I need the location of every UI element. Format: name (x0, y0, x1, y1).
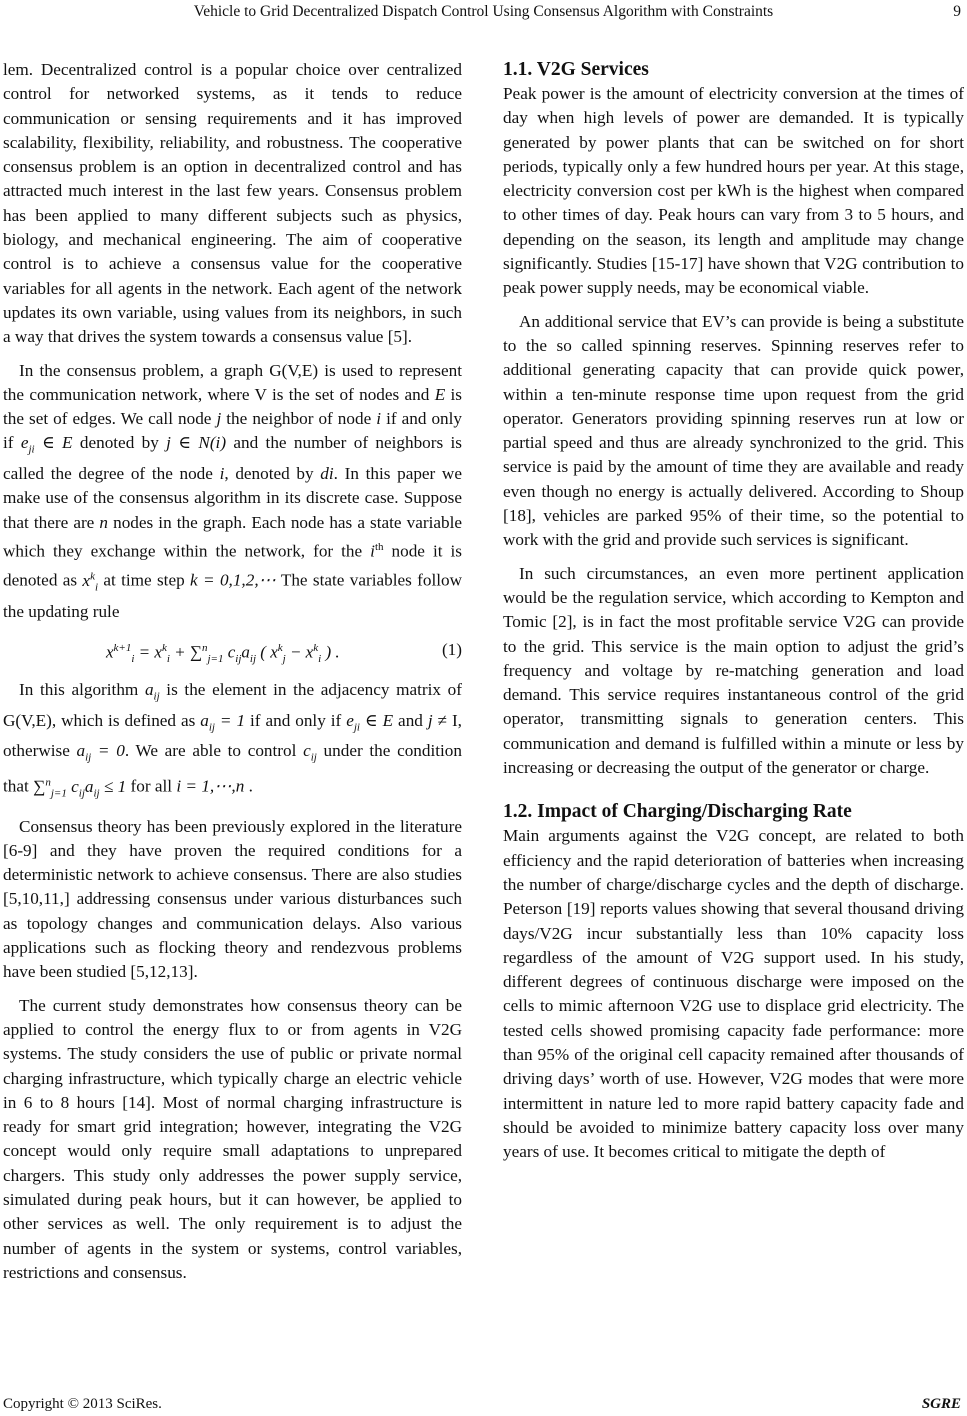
page-number: 9 (953, 3, 961, 20)
running-title: Vehicle to Grid Decentralized Dispatch Control Using Consensus Algorithm with Constraints (193, 3, 774, 20)
paragraph: In the consensus problem, a graph G(V,E) is used to represent the communication network, where V is the set of nodes and E is the set of edges. We call node j the neighbor of node i if and only if $e_{ji}$ ∈ E denoted by j ∈ N(i) and the number of neighbors is called the degree of the node i, denoted by di. In this paper we make use of the consensus algorithm in its discrete case. Suppose that there are n nodes in the graph. Each node has a state variable which they exchange within the network, for the $i^{th}$ node it is denoted as $x^k_i$ at time step k = 0,1,2,⋯ The state variables follow the updating rule (3, 360, 463, 621)
math-inline: $x^k_i$ (82, 570, 99, 594)
left-column (3, 58, 462, 1285)
equation-body: $x^{k+1}_i = x^k_i + \sum^n_{j=1}$ $c_{ij}a_{ij}$ ( $x^k_j - x^k_i$ ) . (106, 641, 340, 665)
paragraph: The current study demonstrates how consensus theory can be applied to control the energy flux to or from agents in V2G systems. The study considers the use of public or private normal charging infrastructure, which typically charge an electric vehicle in 6 to 8 hours [14]. Most of normal charging infrastructure is ready for smart grid integration; however, integrating the V2G concept would only require small adaptations to unprepared chargers. This study only addresses the power supply service, simulated during peak hours, but it can however, be applied to other services as well. The only requirement is to adjust the number of agents in the system or systems, control variables, restrictions and consensus. (3, 995, 462, 1282)
math-inline: i = 1,⋯,n (176, 776, 245, 796)
math-inline: j ∈ N(i) (166, 433, 227, 453)
math-inline: $e_{ji}$ ∈ E (20, 433, 73, 456)
math-inline: ∑$^n_{j=1}$ $c_{ij}a_{ij} \le 1$ (33, 776, 127, 800)
math-inline: $a_{ij} = 0$ (76, 741, 125, 764)
paragraph: An additional service that EV’s can provide is being a substitute to the so called spinning reserves. Spinning reserves refer to additional generating capacity that can provide quick power, within a ten-minute response time upon request from the grid operator. Generators providing spinning reserves run at low or partial speed and thus are already synchronized to the grid. This service is paid by the amount of time they are available and ready even though no energy is actually delivered. According to Shoup [18], vehicles are parked 95% of their time, so the potential to work with the grid and provide such services is significant. (503, 311, 964, 550)
equation-1 (3, 630, 462, 670)
page-footer (0, 1396, 967, 1414)
math-inline: $a_{ij} = 1$ (200, 710, 246, 734)
equation-number: (1) (441, 639, 462, 659)
copyright-notice: Copyright © 2013 SciRes. (3, 1396, 162, 1412)
running-header (0, 3, 967, 23)
section-title: 1.2. Impact of Charging/Discharging Rate (503, 801, 852, 823)
math-inline: k = 0,1,2,⋯ (190, 570, 276, 590)
paragraph: Consensus theory has been previously explored in the literature [6-9] and they have proven the required conditions for a deterministic network to achieve consensus. There are also studies [5,10,11,] addressing consensus under various disturbances such as topology changes and communication delays. Also various applications such as flocking theory and rendezvous problems have been studied [5,12,13]. (3, 816, 462, 982)
paragraph: In this algorithm $a_{ij}$ is the element in the adjacency matrix of G(V,E), which is defined as $a_{ij} = 1$ if and only if $e_{ji}$ ∈ E and j ≠ I, otherwise $a_{ij} = 0$. We are able to control $c_{ij}$ under the condition that ∑$^n_{j=1}$ $c_{ij}a_{ij} \le 1$ for all i = 1,⋯,n . (3, 679, 462, 800)
math-inline: $e_{ji}$ ∈ E (346, 710, 394, 734)
journal-abbreviation: SGRE (921, 1396, 961, 1412)
paragraph: Peak power is the amount of electricity conversion at the times of day when high levels of power are demanded. It is typically generated by power plants that can be switched on for short periods, typically only a few hundred hours per year. At this stage, electricity conversion cost per kWh is the highest when compared to other times of day. Peak hours can vary from 3 to 5 hours, and depending on the season, its length and amplitude may change significantly. Studies [15-17] have shown that V2G contribution to peak power supply needs, may be economical viable. (503, 84, 964, 298)
paragraph: In such circumstances, an even more pertinent application would be the regulation service, which according to Kempton and Tomic [2], is in fact the most profitable service V2G can provide to the grid. This service is the main option to adjust the grid’s frequency and voltage by re-matching generation and load demand. This service requires instantaneous control of the grid operator, transmitting signals to generation centers. This communication and demand is fulfilled within a minute or less by increasing or decreasing the output of the generator or charge. (503, 563, 964, 778)
section-title: 1.1. V2G Services (503, 59, 649, 80)
paragraph: lem. Decentralized control is a popular choice over centralized control for networked systems, as it tends to reduce communication or sensing requirements and it has improved scalability, flexibility, reliability, and robustness. The cooperative consensus problem is an option in decentralized control and has attracted much interest in the last few years. Consensus problem has been applied to many different subjects such as physics, biology, and mechanical engineering. The aim of cooperative control is to achieve a consensus value for the cooperative variables for all agents in the network. Each agent of the network updates its own variable, using values from its neighbors, in such a way that drives the system towards a consensus value [5]. (3, 60, 462, 347)
right-column (503, 58, 964, 1164)
paragraph: Main arguments against the V2G concept, are related to both efficiency and the rapid deterioration of batteries when increasing the number of charge/discharge cycles and the depth of discharge. Peterson [19] reports values showing that several thousand driving days/V2G incur substantially less than 10% capacity loss regardless of the amount of V2G support used. In his study, different degrees of continuous discharge were imposed on the cells to mimic afternoon V2G use to displace grid electricity. The tested cells showed promising capacity fade performance: more than 95% of the original cell capacity remained after thousands of driving days’ worth of use. However, V2G modes that were more intermittent in nature led to more rapid battery capacity fade and should be avoided to minimize battery capacity loss over many years of use. It becomes critical to mitigate the depth of (503, 826, 964, 1162)
